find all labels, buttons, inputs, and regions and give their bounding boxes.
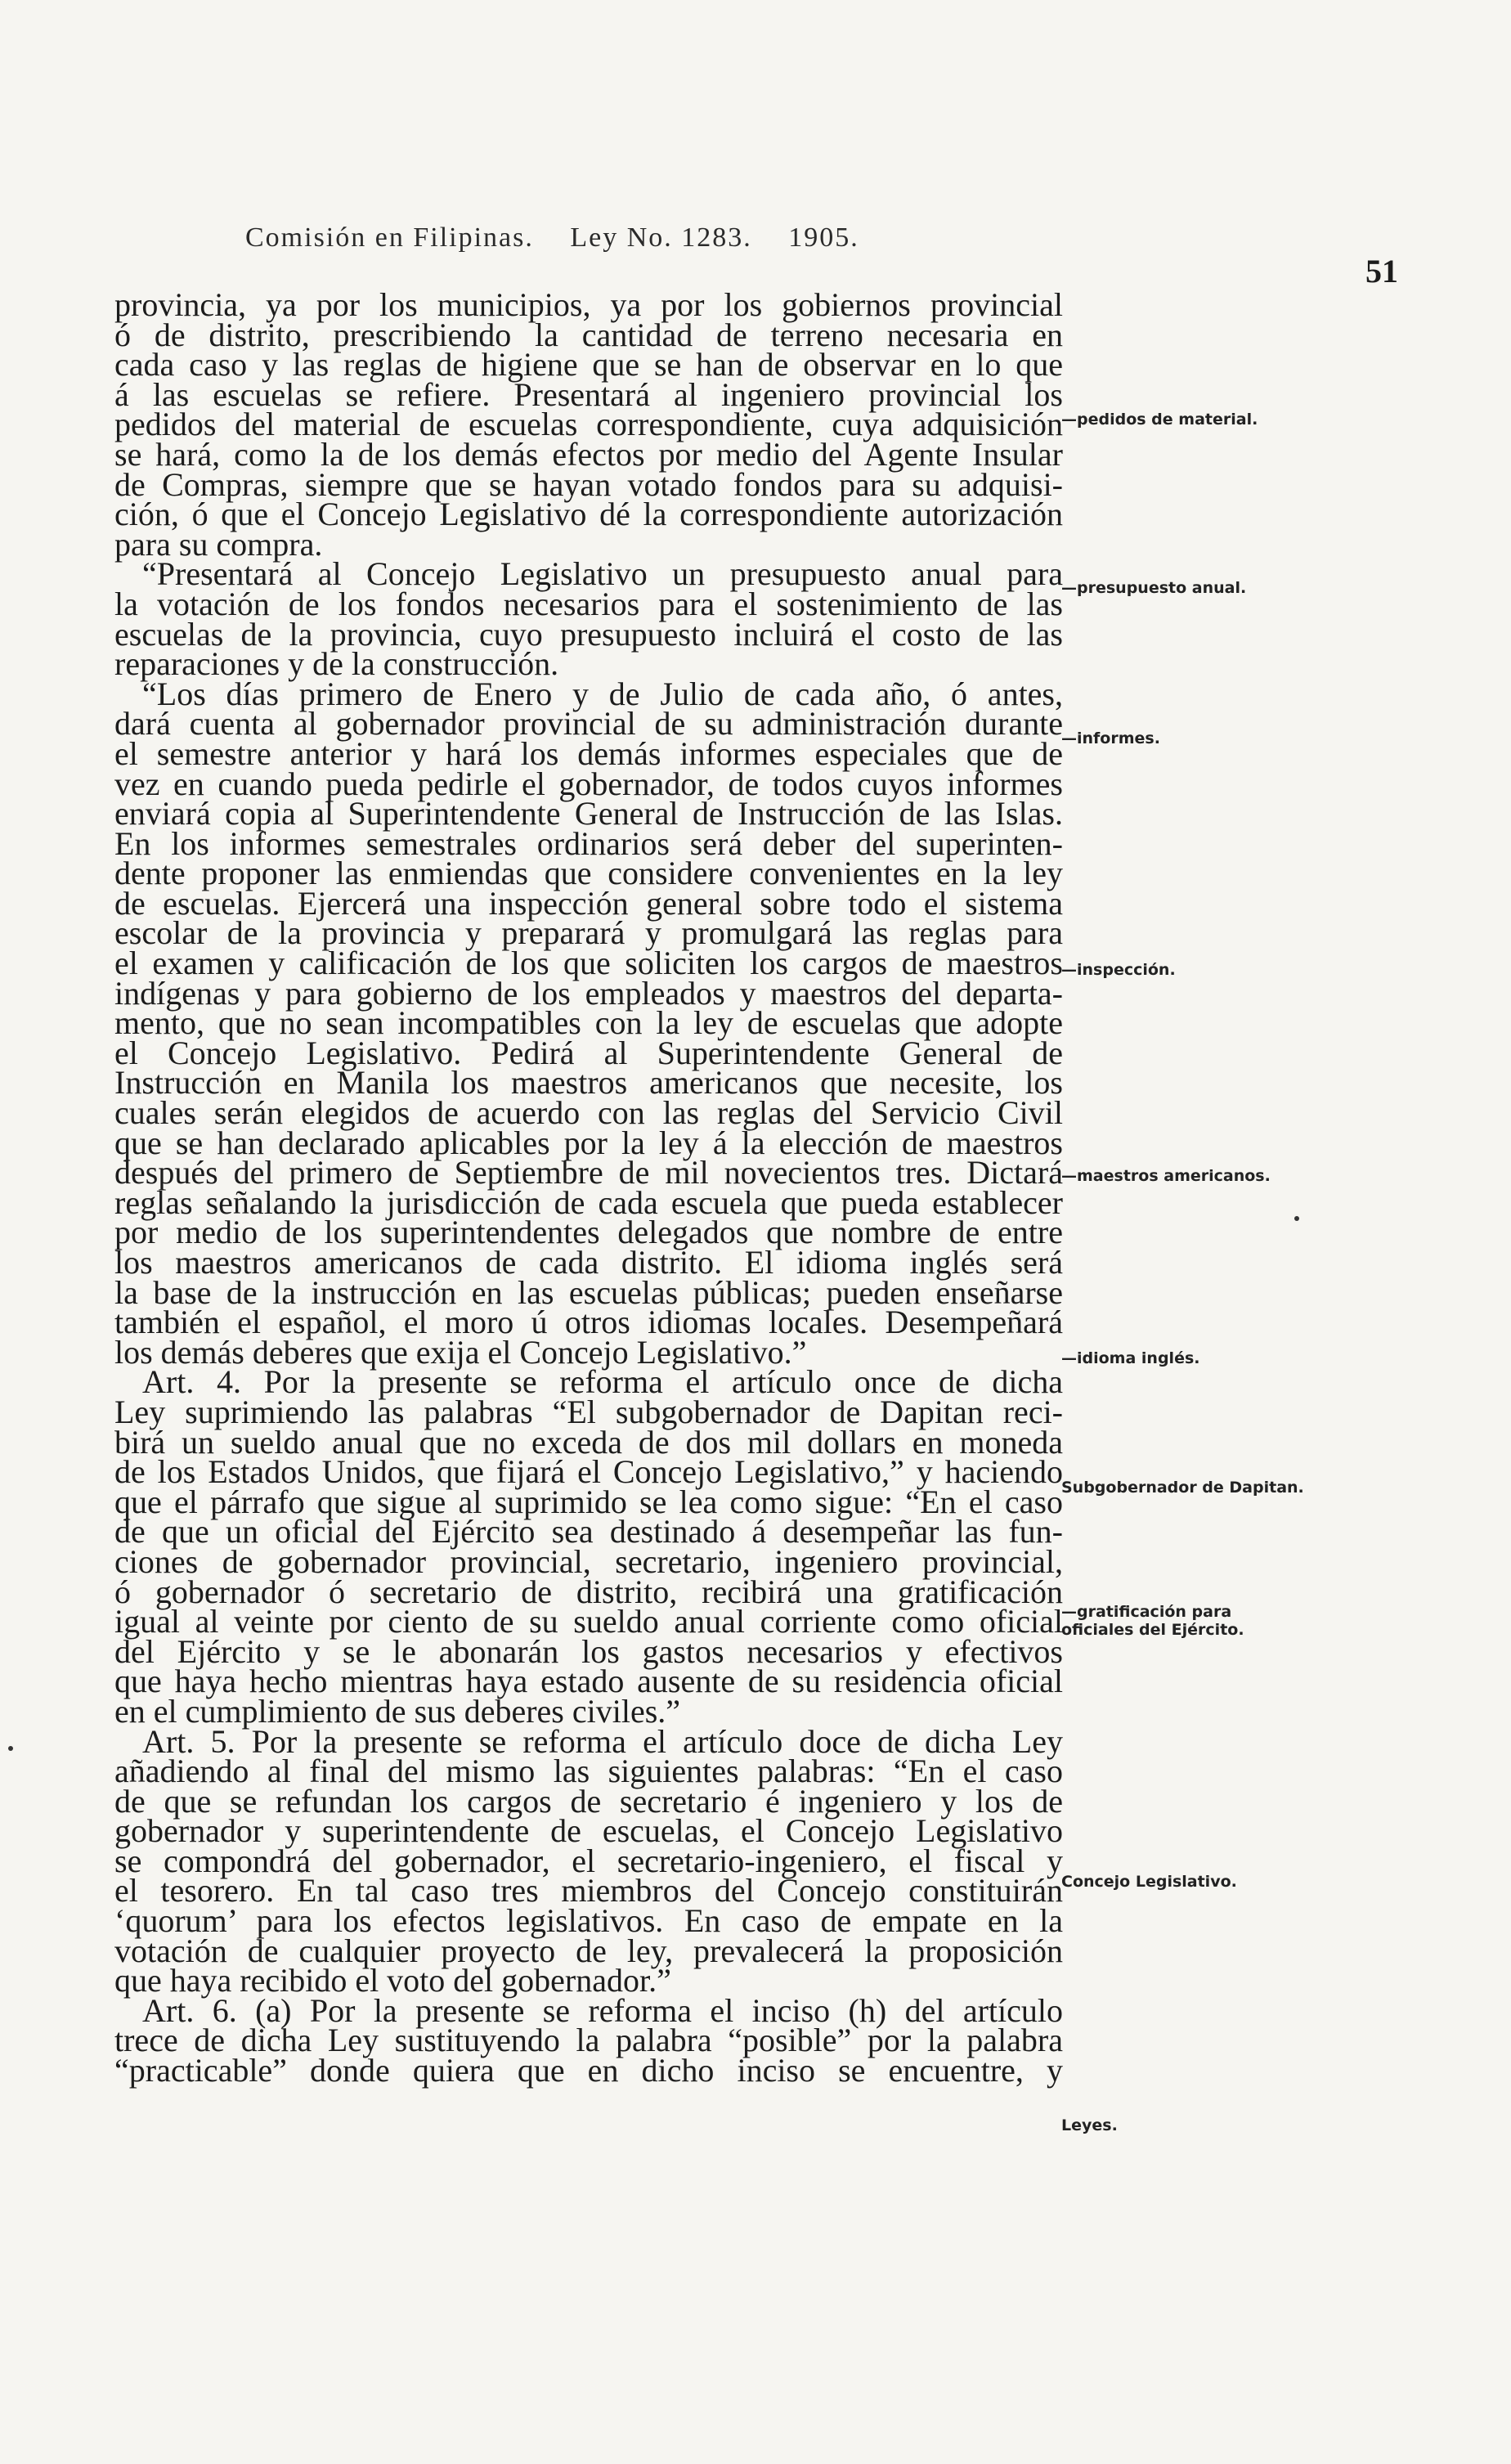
sidenote-presupuesto: —presupuesto anual. [1061,579,1247,597]
text-line: escolar de la provincia y preparará y promulgará las reglas para [114,914,1063,952]
text-line: que haya recibido el voto del gobernador.” [114,1962,671,1999]
text-line: á las escuelas se refiere. Presentará al ingeniero provincial los [114,375,1063,413]
text-line: trece de dicha Ley sustituyendo la palabra “posible” por la palabra [114,2022,1063,2059]
sidenote-informes: —informes. [1061,729,1160,747]
text-line: de que un oficial del Ejército sea destinado á desempeñar las fun- [114,1513,1063,1551]
text-line: indígenas y para gobierno de los empleados y maestros del departa- [114,974,1063,1012]
text-line: se compondrá del gobernador, el secretario-ingeniero, el fiscal y [114,1842,1063,1879]
sidenote-pedidos: —pedidos de material. [1061,411,1258,429]
text-line: la base de la instrucción en las escuelas públicas; pueden enseñarse [114,1273,1063,1311]
text-line: que el párrafo que sigue al suprimido se lea como sigue: “En el caso [114,1483,1063,1520]
text-line: por medio de los superintendentes delegados que nombre de entre [114,1214,1063,1251]
text-line: que haya hecho mientras haya estado ausente de su residencia oficial [114,1663,1063,1700]
text-line: el tesorero. En tal caso tres miembros del Concejo constituirán [114,1872,1063,1910]
text-line: ciones de gobernador provincial, secretario, ingeniero provincial, [114,1542,1063,1580]
text-line: vez en cuando pueda pedirle el gobernador, de todos cuyos informes [114,765,1063,802]
text-line: dará cuenta al gobernador provincial de su administración durante [114,705,1063,743]
page-number: 51 [1365,253,1398,289]
text-line: después del primero de Septiembre de mil novecientos tres. Dictará [114,1154,1063,1192]
text-line: de los Estados Unidos, que fijará el Concejo Legislativo,” y haciendo [114,1453,1063,1491]
text-line: ó de distrito, prescribiendo la cantidad de terreno necesaria en [114,316,1063,353]
text-line: “Los días primero de Enero y de Julio de cada año, ó antes, [142,675,1063,712]
text-line: el examen y calificación de los que soliciten los cargos de maestros [114,945,1063,982]
text-line: escuelas de la provincia, cuyo presupuesto incluirá el costo de las [114,615,1063,653]
text-line: “practicable” donde quiera que en dicho inciso se encuentre, y [114,2052,1063,2089]
text-line: pedidos del material de escuelas correspondiente, cuya adquisición [114,406,1063,443]
text-line: del Ejército y se le abonarán los gastos necesarios y efectivos [114,1632,1063,1670]
header-law: Ley No. 1283. [570,222,752,253]
text-line: reparaciones y de la construcción. [114,645,559,683]
text-line: provincia, ya por los municipios, ya por los gobiernos provincial [114,286,1063,323]
text-line: Art. 6. (a) Por la presente se reforma el inciso (h) del artículo [142,1991,1063,2029]
text-line: Instrucción en Manila los maestros americanos que necesite, los [114,1064,1063,1102]
sidenote-idioma: —idioma inglés. [1061,1349,1200,1367]
running-header [245,222,1145,254]
text-line: ‘quorum’ para los efectos legislativos. En caso de empate en la [114,1902,1063,1940]
text-line: el semestre anterior y hará los demás informes especiales que de [114,734,1063,772]
header-year: 1905. [788,222,859,253]
text-line: en el cumplimiento de sus deberes civiles.” [114,1692,681,1730]
text-line: Art. 5. Por la presente se reforma el artículo doce de dicha Ley [142,1722,1063,1760]
text-line: se hará, como la de los demás efectos por medio del Agente Insular [114,435,1063,473]
text-line: ó gobernador ó secretario de distrito, recibirá una gratificación [114,1573,1063,1610]
text-line: de que se refundan los cargos de secretario é ingeniero y los de [114,1782,1063,1820]
text-line: los demás deberes que exija el Concejo Legislativo.” [114,1333,807,1371]
text-line: enviará copia al Superintendente General de Instrucción de las Islas. [114,795,1063,833]
sidenote-leyes: Leyes. [1061,2116,1118,2134]
text-line: de escuelas. Ejercerá una inspección general sobre todo el sistema [114,884,1063,922]
text-line: cada caso y las reglas de higiene que se han de observar en lo que [114,346,1063,384]
text-line: de Compras, siempre que se hayan votado fondos para su adquisi- [114,465,1063,503]
header-commission: Comisión en Filipinas. [245,222,534,253]
text-line: dente proponer las enmiendas que considere convenientes en la ley [114,855,1063,892]
text-line: votación de cualquier proyecto de ley, prevalecerá la proposición [114,1932,1063,1969]
text-line: los maestros americanos de cada distrito. El idioma inglés será [114,1244,1063,1281]
text-line: Ley suprimiendo las palabras “El subgobernador de Dapitan reci- [114,1393,1063,1430]
text-line: añadiendo al final del mismo las siguientes palabras: “En el caso [114,1753,1063,1790]
text-line: para su compra. [114,525,323,563]
text-line: reglas señalando la jurisdicción de cada escuela que pueda establecer [114,1183,1063,1221]
text-line: el Concejo Legislativo. Pedirá al Superintendente General de [114,1034,1063,1071]
text-line: ción, ó que el Concejo Legislativo dé la correspondiente autorización [114,496,1063,533]
text-line: gobernador y superintendente de escuelas, el Concejo Legislativo [114,1812,1063,1850]
text-line: igual al veinte por ciento de su sueldo anual corriente como oficial [114,1603,1063,1640]
text-line: la votación de los fondos necesarios para el sostenimiento de las [114,585,1063,622]
text-line: “Presentará al Concejo Legislativo un presupuesto anual para [142,555,1063,593]
scan-speck [8,1746,13,1751]
sidenote-maestros: —maestros americanos. [1061,1167,1271,1185]
text-line: que se han declarado aplicables por la ley á la elección de maestros [114,1124,1063,1161]
text-line: cuales serán elegidos de acuerdo con las reglas del Servicio Civil [114,1094,1063,1132]
text-line: En los informes semestrales ordinarios será deber del superinten- [114,824,1063,862]
sidenote-subgobernador: Subgobernador de Dapitan. [1061,1479,1304,1497]
text-line: birá un sueldo anual que no exceda de dos mil dollars en moneda [114,1423,1063,1461]
text-line: Art. 4. Por la presente se reforma el artículo once de dicha [142,1363,1063,1401]
text-line: mento, que no sean incompatibles con la ley de escuelas que adopte [114,1004,1063,1042]
sidenote-concejo: Concejo Legislativo. [1061,1873,1237,1891]
sidenote-gratificacion: —gratificación para oficiales del Ejército. [1061,1603,1244,1639]
body-text [114,286,1063,2089]
scan-speck [1294,1216,1299,1221]
text-line: también el español, el moro ú otros idiomas locales. Desempeñará [114,1304,1063,1341]
sidenote-inspeccion: —inspección. [1061,961,1176,979]
